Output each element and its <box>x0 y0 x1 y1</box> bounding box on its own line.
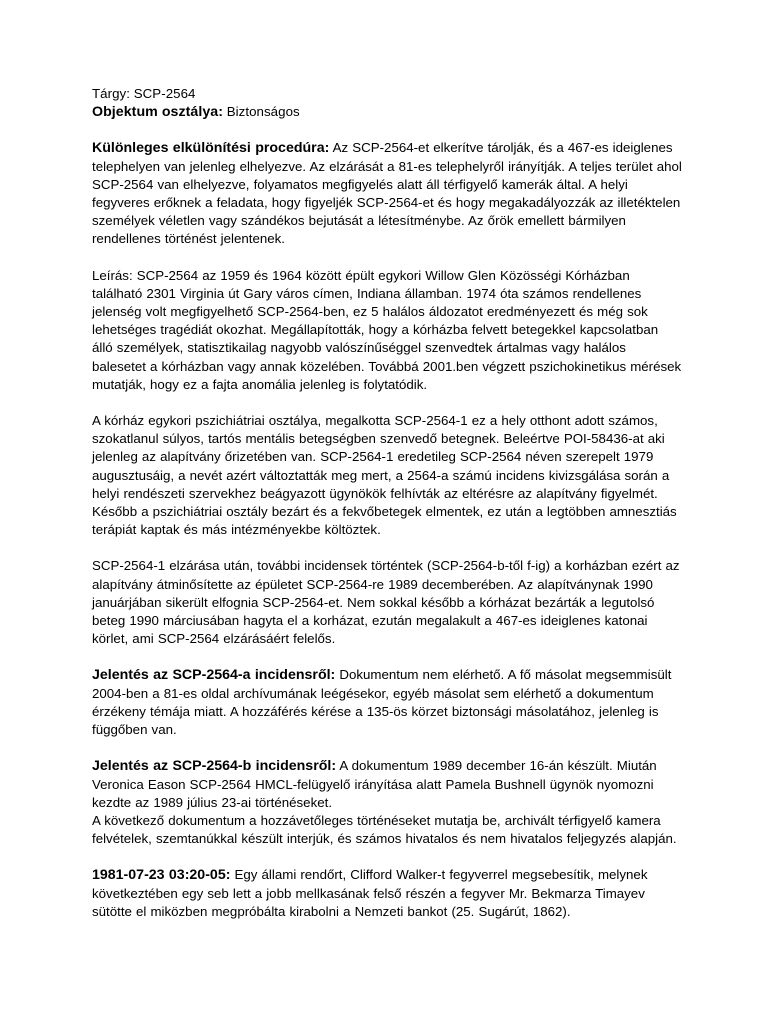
timeline-entry-label: 1981-07-23 03:20-05: <box>92 867 231 884</box>
object-class-line <box>92 103 682 121</box>
report-b-paragraph-2: A következő dokumentum a hozzávetőleges történéseket mutatja be, archivált térfigyelő kamera felvételek, szemtanúkkal készült interjúk, és számos hivatalos és nem hivatalos feljegyzés alapján. <box>92 812 677 847</box>
object-class-value: Biztonságos <box>222 104 300 120</box>
psychiatric-paragraph: A kórház egykori pszichiátriai osztálya, megalkotta SCP-2564-1 ez a hely otthont adott számos, szokatlanul súlyos, tartós mentális betegségben szenvedő betegnek. Beleértve POI-58436-at aki jelenleg az alapítvány őrizetében van. SCP-2564-1 eredetileg SCP-2564 néven szerepelt 1979 augusztusáig, a nevét azért változtatták meg mert, a 2564-a számú incidens kivizsgálása során a helyi rendészeti szervekhez beágyazott ügynökök felhívták az eltérésre az alapítvány figyelmét. Később a pszichiátriai osztály bezárt és a fekvőbetegek elmentek, ez után a legtöbben amnesztiás terápiát kaptak és más intézményekbe költöztek. <box>92 413 677 538</box>
report-a-label: Jelentés az SCP-2564-a incidensről: <box>92 667 336 684</box>
report-b-text: A dokumentum 1989 december 16-án készült. Miután Veronica Eason SCP-2564 HMCL-felügyelő irányítása alatt Pamela Bushnell ügynök nyomozni kezdte az 1989 július 23-ai történéseket. <box>92 758 657 810</box>
procedure-paragraph <box>92 139 682 248</box>
subject-line: Tárgy: SCP-2564 <box>92 86 196 101</box>
report-a-text: Dokumentum nem elérhető. A fő másolat megsemmisült 2004-ben a 81-es oldal archívumának leégésekor, egyéb másolat sem elérhető a dokumentum érzékeny témája miatt. A hozzáférés kérése a 135-ös körzet biztonsági másolatához, jelenleg is függőben van. <box>92 667 672 738</box>
timeline-entry-text: Egy állami rendőrt, Clifford Walker-t fegyverrel megsebesítik, melynek következtében egy seb lett a jobb mellkasának felső részén a fegyver Mr. Bekmarza Timayev sütötte el miközben megpróbálta kirabolni a Nemzeti bankot (25. Sugárút, 1862). <box>92 867 648 919</box>
procedure-text: Az SCP-2564-et elkerítve tárolják, és a 467-es ideiglenes telephelyen van jelenleg elhelyezve. Az elzárását a 81-es telephelyről irányítják. A teljes terület ahol SCP-2564 van elhelyezve, folyamatos megfigyelés alatt áll térfigyelő kamerák által. A helyi fegyveres erőknek a feladata, hogy figyeljék SCP-2564-et és hogy megakadályozzák az illetéktelen személyek véletlen vagy szándékos bejutását a létesítménybe. Az őrök emellett bármilyen rendellenes történést jelentenek. <box>92 140 682 247</box>
procedure-label: Különleges elkülönítési procedúra: <box>92 140 330 157</box>
report-b-paragraph <box>92 757 682 812</box>
document-page <box>92 85 682 921</box>
timeline-entry <box>92 866 682 921</box>
object-class-label: Objektum osztálya: <box>92 104 223 121</box>
report-b-label: Jelentés az SCP-2564-b incidensről: <box>92 758 337 775</box>
report-a-paragraph <box>92 666 682 739</box>
closure-paragraph: SCP-2564-1 elzárása után, további incidensek történtek (SCP-2564-b-től f-ig) a korházban ezért az alapítvány átminősítette az épületet SCP-2564-re 1989 decemberében. Az alapítványnak 1990 januárjában sikerült elfognia SCP-2564-et. Nem sokkal később a kórházat bezárták a legutolsó beteg 1990 márciusában hagyta el a korházat, ezután megalakult a 467-es ideiglenes katonai körlet, ami SCP-2564 elzárásáért felelős. <box>92 558 680 647</box>
description-paragraph: Leírás: SCP-2564 az 1959 és 1964 között épült egykori Willow Glen Közösségi Kórházban található 2301 Virginia út Gary város címen, Indiana államban. 1974 óta számos rendellenes jelenség volt megfigyelhető SCP-2564-ben, ez 5 halálos áldozatot eredményezett és még sok lehetséges tragédiát okozhat. Megállapították, hogy a kórházba felvett betegekkel kapcsolatban álló személyek, statisztikailag nagyobb valószínűséggel szenvedtek ártalmas vagy halálos balesetet a kórházban vagy annak közelében. Továbbá 2001.ben végzett pszichokinetikus mérések mutatják, hogy ez a fajta anomália jelenleg is folytatódik. <box>92 267 682 392</box>
